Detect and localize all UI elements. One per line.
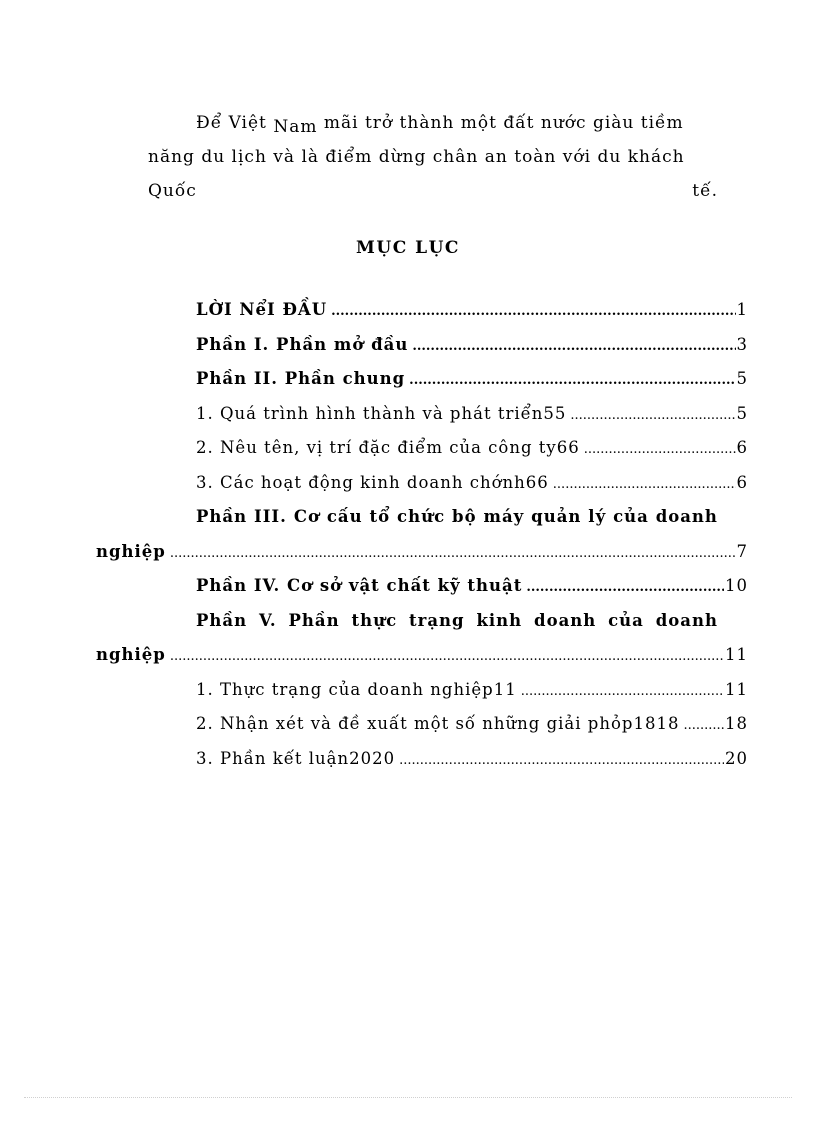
- toc-entry-title: Phần IV. Cơ sở vật chất kỹ thuật: [196, 576, 523, 595]
- dot-leader: [553, 468, 736, 501]
- toc-entry-page: 11: [725, 645, 748, 664]
- toc-word: lý: [588, 507, 607, 526]
- dot-leader: [584, 433, 736, 466]
- dot-leader: [331, 295, 735, 328]
- toc-entry[interactable]: [96, 535, 748, 570]
- dot-leader: [409, 364, 735, 397]
- intro-line-3: [148, 174, 718, 208]
- toc-word: doanh: [655, 610, 718, 630]
- toc-word: thực: [351, 610, 398, 630]
- toc-word: kinh: [476, 610, 523, 630]
- toc-entry-title: LỜI NểI ĐẦU: [196, 300, 328, 319]
- toc-entry-page: 11: [725, 679, 748, 699]
- intro-line-1: [148, 106, 718, 140]
- toc-entry[interactable]: [148, 673, 748, 708]
- toc-word: của: [613, 507, 649, 526]
- toc-entry-title: nghiệp: [96, 541, 166, 561]
- toc-entry-page: 18: [725, 714, 748, 733]
- toc-word: III.: [254, 507, 287, 526]
- dot-leader: [399, 744, 724, 777]
- toc-entry-title: 2. Nêu tên, vị trí đặc điểm của công ty66: [196, 438, 580, 457]
- toc-entry-page: 5: [736, 369, 748, 388]
- toc-entry-wrapped-line[interactable]: [148, 604, 748, 639]
- toc-word: quản: [531, 507, 582, 526]
- intro-line-2: năng du lịch và là điểm dừng chân an toàn với du khách: [148, 147, 685, 167]
- toc-entry[interactable]: [148, 466, 748, 501]
- page-bottom-rule: [24, 1097, 792, 1098]
- toc-entry[interactable]: [148, 397, 748, 432]
- dot-leader: [521, 675, 724, 708]
- toc-word: tổ: [369, 507, 391, 526]
- dot-leader: [412, 330, 735, 363]
- toc-entry-title: nghiệp: [96, 645, 166, 664]
- intro-text: tế.: [692, 181, 718, 201]
- toc-entry-title: Phần I. Phần mở đầu: [196, 334, 409, 354]
- table-of-contents: [96, 293, 748, 776]
- toc-entry-wrapped-line[interactable]: [148, 500, 748, 535]
- toc-entry[interactable]: [148, 742, 748, 777]
- toc-entry[interactable]: [96, 638, 748, 673]
- toc-entry-page: 10: [725, 576, 748, 595]
- intro-text: Nam: [273, 117, 318, 137]
- toc-word: doanh: [534, 610, 597, 630]
- toc-word: V.: [258, 610, 277, 630]
- intro-paragraph: [148, 106, 718, 208]
- toc-entry[interactable]: [148, 293, 748, 328]
- toc-entry-page: 1: [736, 300, 748, 319]
- dot-leader: [170, 537, 736, 570]
- toc-word: Phần: [196, 610, 248, 630]
- toc-entry-title: 1. Thực trạng của doanh nghiệp11: [196, 679, 517, 699]
- toc-entry-title: 1. Quá trình hình thành và phát triển55: [196, 403, 567, 423]
- toc-entry-page: 6: [736, 438, 748, 457]
- dot-leader: [570, 399, 735, 432]
- toc-entry-title: 2. Nhận xét và đề xuất một số những giải phỏp1818: [196, 714, 680, 733]
- intro-text: Quốc: [148, 181, 197, 201]
- toc-word: doanh: [655, 507, 718, 526]
- toc-word: của: [608, 610, 644, 630]
- toc-entry-page: 3: [736, 334, 748, 354]
- toc-word: Cơ: [293, 507, 320, 526]
- toc-word: máy: [483, 507, 525, 526]
- toc-title: MỤC LỤC: [356, 238, 460, 258]
- toc-word: bộ: [452, 507, 477, 526]
- toc-word: cấu: [326, 507, 363, 526]
- toc-entry[interactable]: [148, 431, 748, 466]
- toc-word: chức: [397, 507, 446, 526]
- toc-entry[interactable]: [148, 569, 748, 604]
- toc-entry[interactable]: [148, 362, 748, 397]
- toc-entry-page: 6: [736, 472, 748, 492]
- toc-entry-page: 5: [736, 403, 748, 423]
- toc-entry[interactable]: [148, 707, 748, 742]
- dot-leader: [683, 709, 724, 742]
- toc-entry[interactable]: [148, 328, 748, 363]
- toc-entry-page: 7: [736, 541, 748, 561]
- toc-word: Phần: [196, 507, 248, 526]
- dot-leader: [526, 571, 724, 604]
- toc-entry-page: 20: [725, 748, 748, 768]
- dot-leader: [170, 640, 724, 673]
- toc-word: trạng: [409, 610, 465, 630]
- toc-entry-title: 3. Các hoạt động kinh doanh chớnh66: [196, 472, 549, 492]
- intro-text: mãi trở thành một đất nước giàu tiềm: [323, 113, 684, 133]
- toc-word: Phần: [288, 610, 340, 630]
- toc-entry-title: Phần II. Phần chung: [196, 369, 406, 388]
- intro-text: Để Việt: [196, 113, 267, 133]
- toc-entry-title: 3. Phần kết luận2020: [196, 748, 396, 768]
